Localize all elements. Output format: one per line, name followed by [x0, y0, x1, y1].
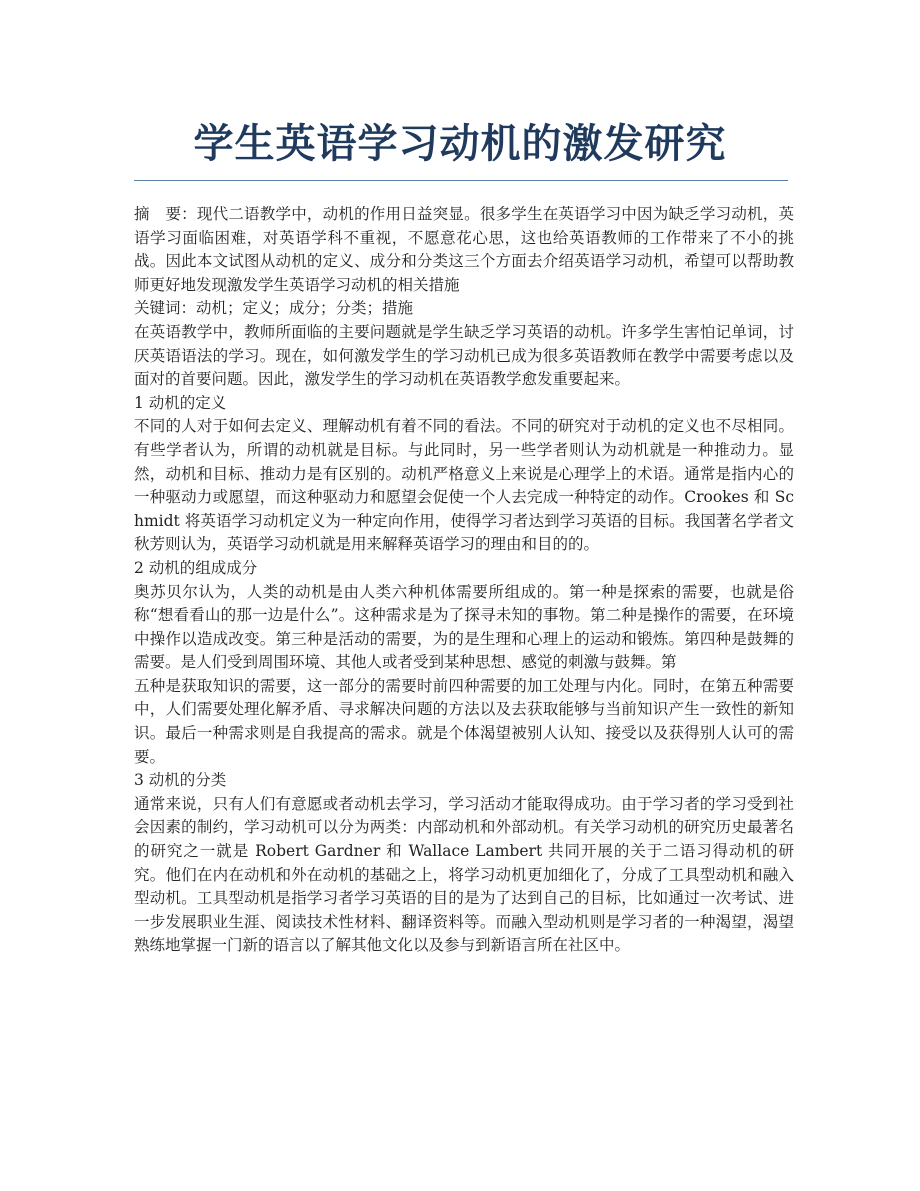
components-paragraph-1: 奥苏贝尔认为，人类的动机是由人类六种机体需要所组成的。第一种是探索的需要，也就是俗称“想看看山的那一边是什么”。这种需求是为了探寻未知的事物。第二种是操作的需要，在环境中操作以造成改变。第三种是活动的需要，为的是生理和心理上的运动和锻炼。第四种是鼓舞的需要。是人们受到周围环境、其他人或者受到某种思想、感觉的刺激与鼓舞。第 — [134, 582, 794, 672]
section-heading-classification: 3 动机的分类 — [134, 771, 227, 790]
section-heading-components: 2 动机的组成成分 — [134, 558, 258, 577]
document-body — [134, 203, 794, 958]
intro-paragraph: 在英语教学中，教师所面临的主要问题就是学生缺乏学习英语的动机。许多学生害怕记单词，讨厌英语语法的学习。现在，如何激发学生的学习动机已成为很多英语教师在教学中需要考虑以及面对的首要问题。因此，激发学生的学习动机在英语教学愈发重要起来。 — [134, 322, 794, 389]
definition-paragraph: 不同的人对于如何去定义、理解动机有着不同的看法。不同的研究对于动机的定义也不尽相同。有些学者认为，所谓的动机就是目标。与此同时，另一些学者则认为动机就是一种推动力。显然，动机和目标、推动力是有区别的。动机严格意义上来说是心理学上的术语。通常是指内心的一种驱动力或愿望，而这种驱动力和愿望会促使一个人去完成一种特定的动作。Crookes 和 Schmidt 将英语学习动机定义为一种定向作用，使得学习者达到学习英语的目标。我国著名学者文秋芳则认为，英语学习动机就是用来解释英语学习的理由和目的的。 — [134, 417, 794, 554]
keywords-line: 关键词：动机；定义；成分；分类；措施 — [134, 299, 414, 318]
classification-paragraph: 通常来说，只有人们有意愿或者动机去学习，学习活动才能取得成功。由于学习者的学习受到社会因素的制约，学习动机可以分为两类：内部动机和外部动机。有关学习动机的研究历史最著名的研究之一就是 Robert Gardner 和 Wallace Lambert 共同开展的关于二语习得动机的研究。他们在内在动机和外在动机的基础之上，将学习动机更加细化了，分成了工具型动机和融入型动机。工具型动机是指学习者学习英语的目的是为了达到自己的目标，比如通过一次考试、进一步发展职业生涯、阅读技术性材料、翻译资料等。而融入型动机则是学习者的一种渴望，渴望熟练地掌握一门新的语言以了解其他文化以及参与到新语言所在社区中。 — [134, 794, 794, 955]
section-heading-definition: 1 动机的定义 — [134, 393, 227, 412]
title-divider — [134, 180, 788, 181]
components-paragraph-2: 五种是获取知识的需要，这一部分的需要时前四种需要的加工处理与内化。同时，在第五种需要中，人们需要处理化解矛盾、寻求解决问题的方法以及去获取能够与当前知识产生一致性的新知识。最后一种需求则是自我提高的需求。就是个体渴望被别人认知、接受以及获得别人认可的需要。 — [134, 676, 794, 766]
document-title: 学生英语学习动机的激发研究 — [193, 121, 727, 167]
abstract-paragraph: 摘 要：现代二语教学中，动机的作用日益突显。很多学生在英语学习中因为缺乏学习动机，英语学习面临困难，对英语学科不重视，不愿意花心思，这也给英语教师的工作带来了不小的挑战。因此本文试图从动机的定义、成分和分类这三个方面去介绍英语学习动机，希望可以帮助教师更好地发现激发学生英语学习动机的相关措施 — [134, 205, 794, 294]
